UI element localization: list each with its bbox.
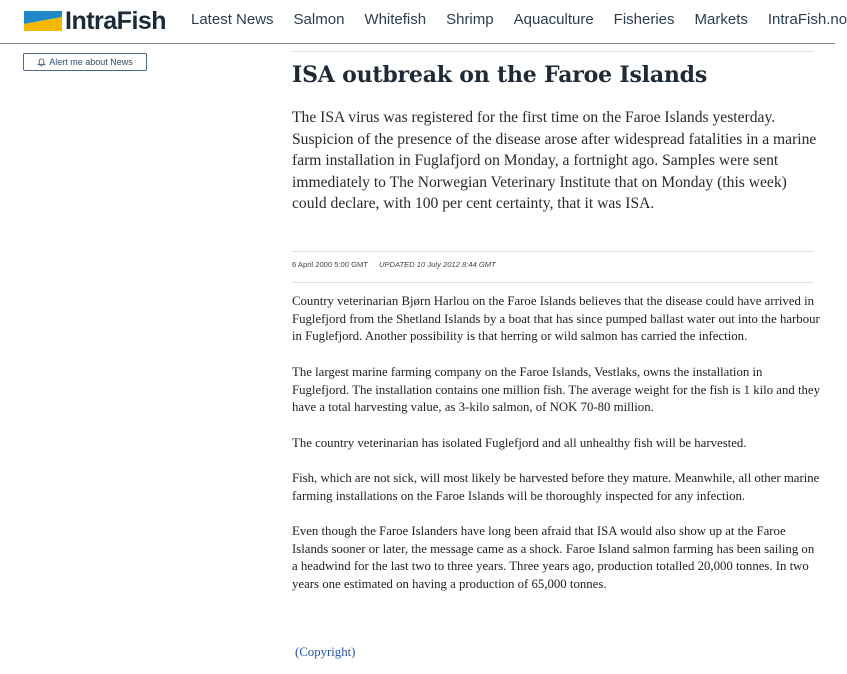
nav-fisheries[interactable]: Fisheries: [613, 11, 675, 28]
nav-whitefish[interactable]: Whitefish: [364, 11, 427, 28]
logo-mark-icon: [24, 11, 62, 31]
updated-date: UPDATED 10 July 2012 8:44 GMT: [378, 260, 496, 269]
alert-me-label: Alert me about News: [49, 57, 133, 67]
article-title: ISA outbreak on the Faroe Islands: [292, 62, 708, 88]
body-paragraph: Even though the Faroe Islanders have long been afraid that ISA would also show up at the Faroe Islands sooner or later, the message came as a shock. Faroe Island salmon farming has been sailing on a headwind for the last two to three years. Three years ago, production totalled 20,000 tonnes. In two years one estimated on having a production of 65,000 tonnes.: [292, 524, 815, 592]
site-header: [0, 0, 847, 44]
nav-intrafish-no[interactable]: IntraFish.no: [767, 11, 847, 28]
nav-latest-news[interactable]: Latest News: [191, 11, 274, 28]
nav-salmon[interactable]: Salmon: [293, 11, 345, 28]
article-body: [292, 293, 822, 612]
meta-divider-top: [292, 251, 814, 252]
nav-shrimp[interactable]: Shrimp: [446, 11, 494, 28]
nav-markets[interactable]: Markets: [694, 11, 748, 28]
body-paragraph: Fish, which are not sick, will most likely be harvested before they mature. Meanwhile, all other marine farming installations on the Faroe Islands will be thoroughly inspected for any infection.: [292, 470, 820, 503]
bell-icon: [37, 58, 46, 67]
copyright-link[interactable]: (Copyright): [295, 645, 356, 659]
published-date: 6 April 2000 5:00 GMT: [292, 260, 368, 269]
logo-text: IntraFish: [65, 7, 167, 35]
alert-me-button[interactable]: [23, 53, 147, 71]
meta-divider-bottom: [292, 282, 814, 283]
body-paragraph: The country veterinarian has isolated Fuglefjord and all unhealthy fish will be harvested.: [292, 435, 747, 450]
main-nav: [191, 11, 847, 29]
top-divider: [292, 51, 814, 52]
body-paragraph: Country veterinarian Bjørn Harlou on the Faroe Islands believes that the disease could have arrived in Fuglefjord from the Shetland Islands by a boat that has since pumped ballast water out into the harbour in Fuglefjord. Another possibility is that herring or wild salmon has carried the infection.: [292, 294, 820, 344]
intrafish-logo[interactable]: [24, 8, 166, 34]
nav-aquaculture[interactable]: Aquaculture: [513, 11, 594, 28]
article-meta: [292, 260, 496, 270]
body-paragraph: The largest marine farming company on the Faroe Islands, Vestlaks, owns the installation in Fuglefjord. The installation contains one million fish. The average weight for the fish is 1 kilo and they have a total harvesting value, as 3-kilo salmon, of NOK 70-80 million.: [292, 364, 821, 415]
article-lead: The ISA virus was registered for the first time on the Faroe Islands yesterday. Suspicion of the presence of the disease arose after widespread fatalities in a marine farm installation in Fuglafjord on Monday, a fortnight ago. Samples were sent immediately to The Norwegian Veterinary Institute that on Monday (this week) could declare, with 100 per cent certainty, that it was ISA.: [292, 109, 817, 213]
